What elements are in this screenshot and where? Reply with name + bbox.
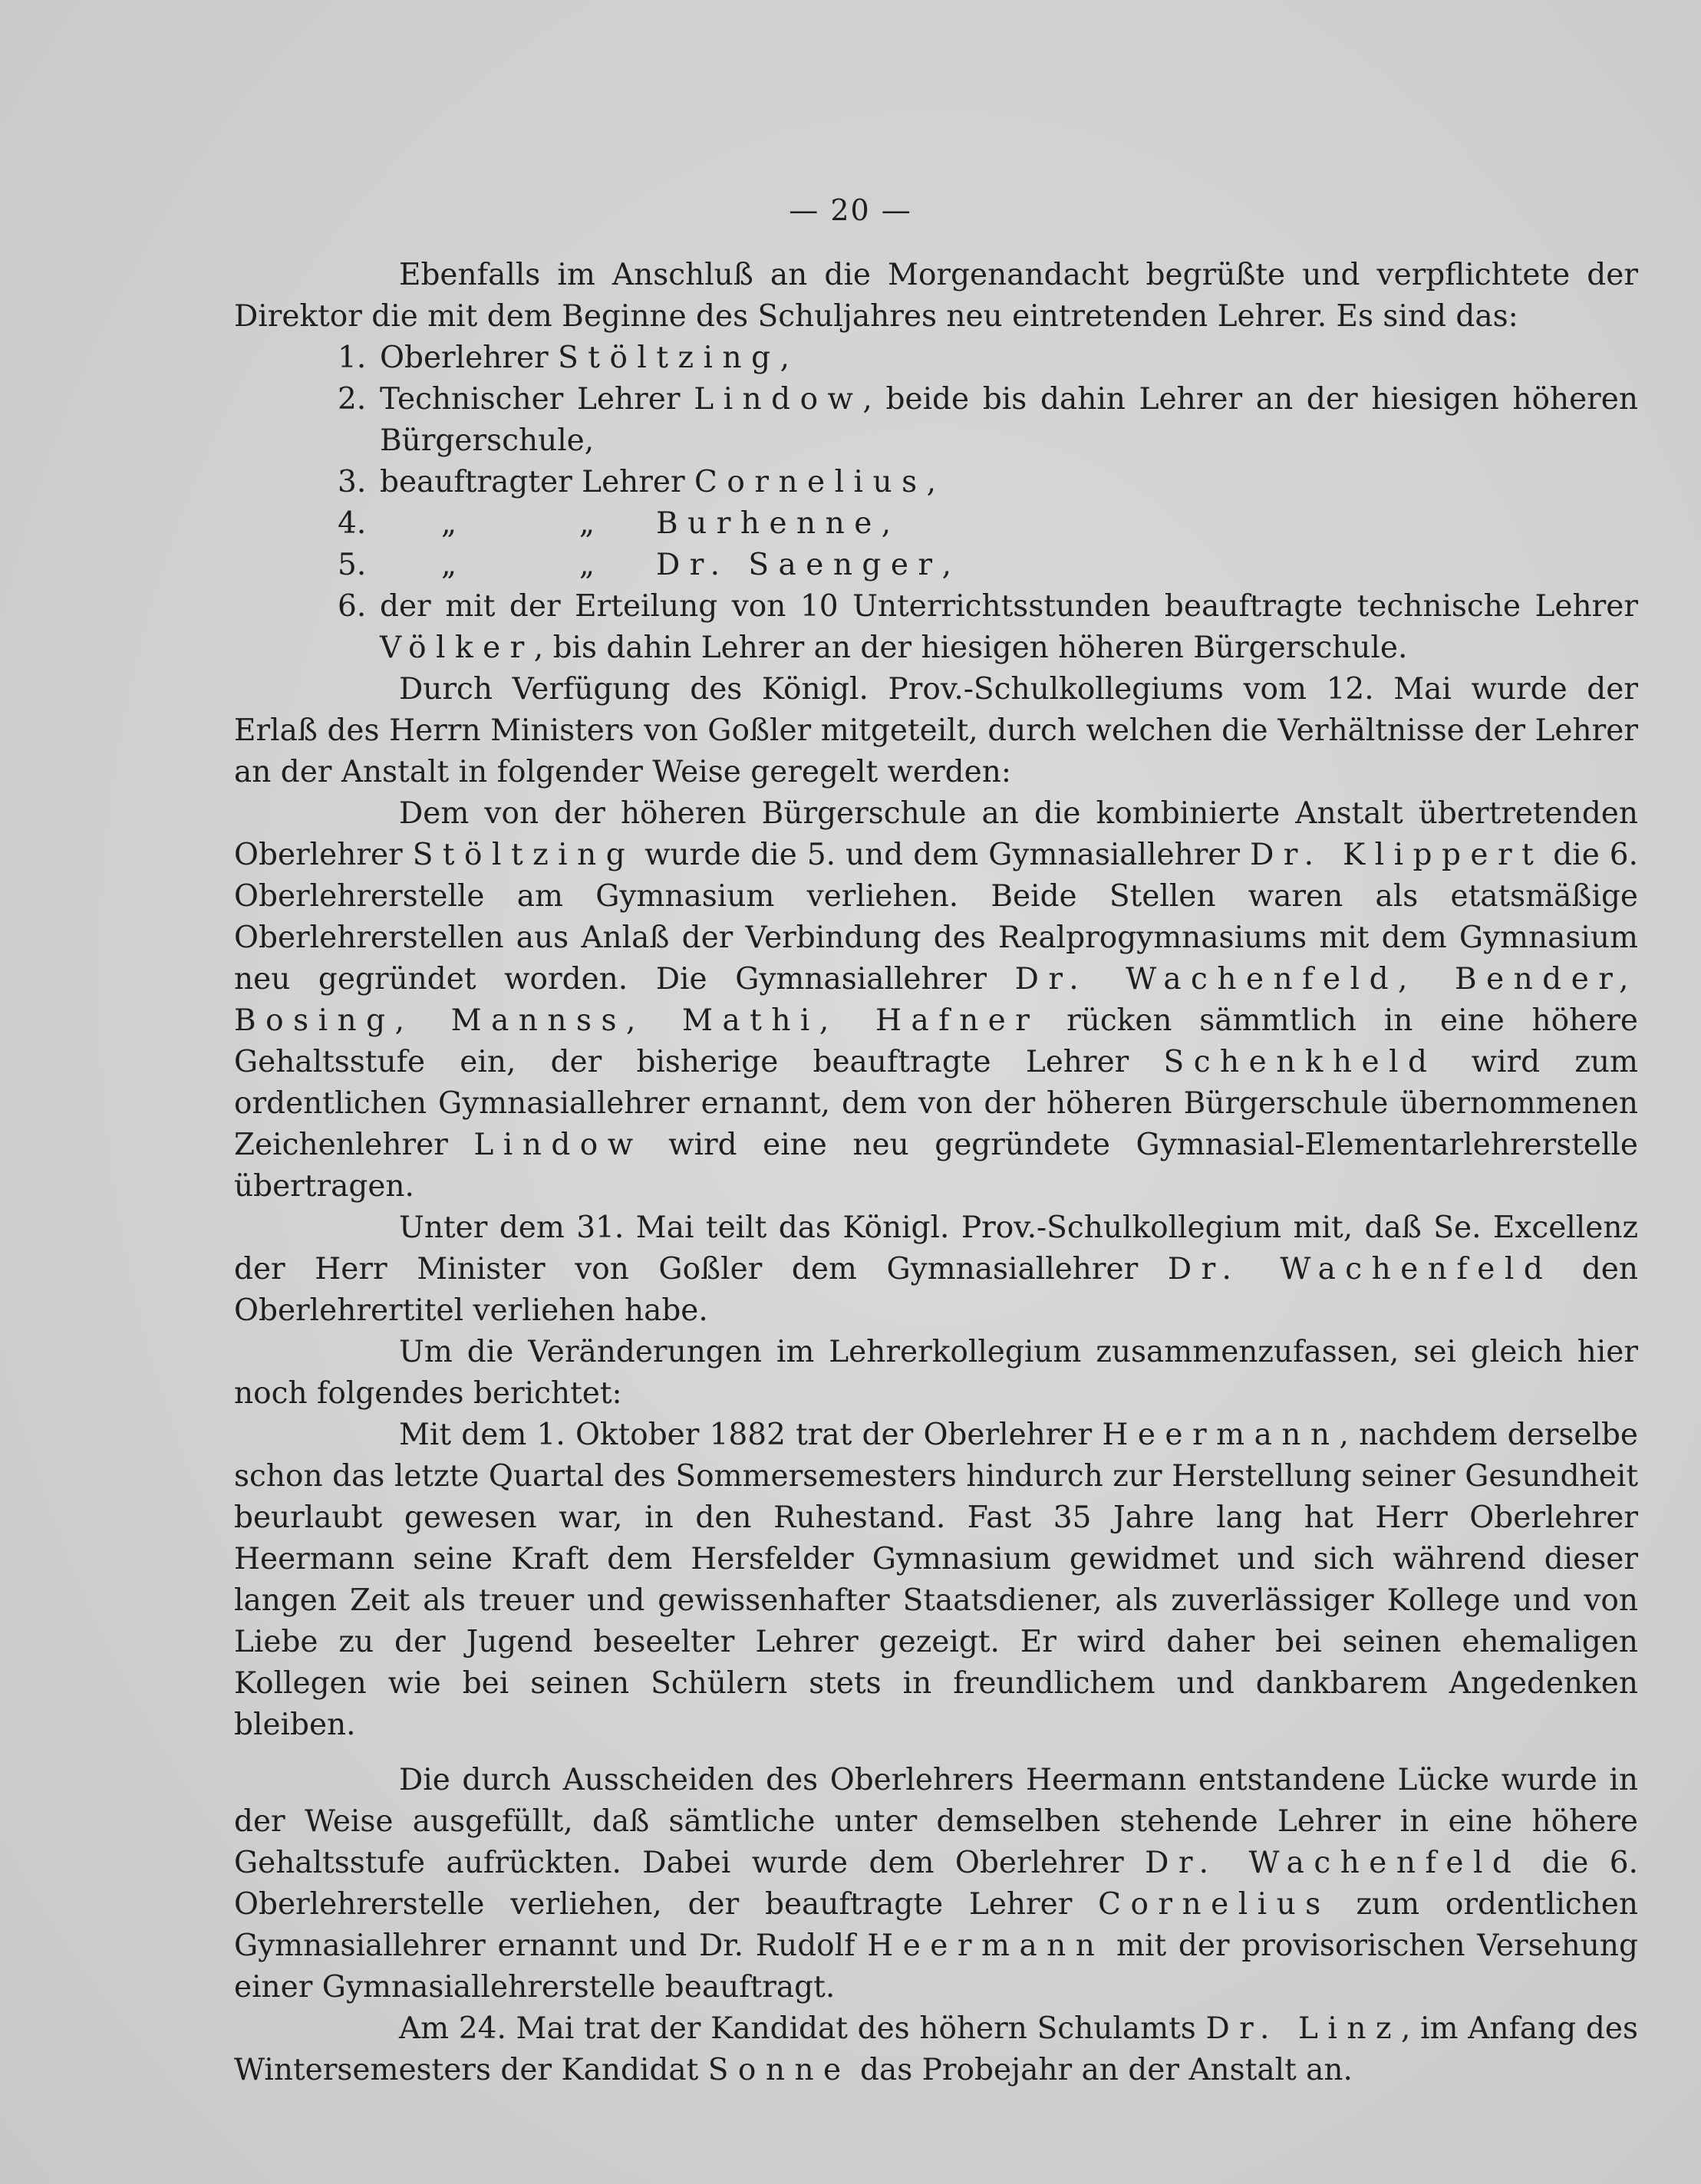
list-item: 3. beauftragter Lehrer Cornelius,	[338, 465, 937, 499]
list-item: 4. „ „ Burhenne,	[234, 503, 1638, 545]
list-item: 1. Oberlehrer Stöltzing,	[338, 341, 790, 375]
paragraph-title-award: Unter dem 31. Mai teilt das Königl. Prov.-Schulkollegium mit, daß Se. Excellenz der Herr Minister von Goßler dem Gymnasiallehrer Dr. Wachenfeld den Oberlehrertitel verliehen habe.	[234, 1211, 1639, 1328]
list-item: 5. „ „ Dr. Saenger,	[234, 545, 1638, 586]
ditto-mark: „	[440, 506, 457, 541]
paragraph-summary-intro: Um die Veränderungen im Lehrerkollegium zusammenzufassen, sei gleich hier noch folgendes berichtet:	[234, 1335, 1638, 1411]
paragraph-retirement: Mit dem 1. Oktober 1882 trat der Oberlehrer Heermann, nachdem derselbe schon das letzte Quartal des Sommersemesters hindurch zur Herstellung seiner Gesundheit beurlaubt gewesen war, in den Ruhestand. Fast 35 Jahre lang hat Herr Oberlehrer Heermann seine Kraft dem Hersfelder Gymnasium gewidmet und sich während dieser langen Zeit als treuer und gewissenhafter Staatsdiener, als zuverlässiger Kollege und von Liebe zu der Jugend beseelter Lehrer gezeigt. Er wird daher bei seinen ehemaligen Kollegen wie bei seinen Schülern stets in freundlichem und dankbarem Angedenken bleiben.	[234, 1418, 1638, 1742]
ditto-mark: „	[440, 548, 457, 582]
paragraph-vacancy: Die durch Ausscheiden des Oberlehrers Heermann entstandene Lücke wurde in der Weise ausgefüllt, daß sämtliche unter demselben stehende Lehrer in eine höhere Gehaltsstufe aufrückten. Dabei wurde dem Oberlehrer Dr. Wachenfeld die 6. Oberlehrerstelle verliehen, der beauftragte Lehrer Cornelius zum ordentlichen Gymnasiallehrer ernannt und Dr. Rudolf Heermann mit der provisorischen Versehung einer Gymnasiallehrerstelle beauftragt.	[234, 1763, 1638, 2004]
list-item: 2. Technischer Lehrer Lindow, beide bis dahin Lehrer an der hiesigen höheren Bürgerschule,	[338, 382, 1638, 458]
ditto-mark: „	[579, 548, 595, 582]
ditto-mark: „	[579, 506, 595, 541]
body-text	[234, 255, 1638, 2091]
page-number: — 20 —	[789, 193, 912, 227]
paragraph-intro: Ebenfalls im Anschluß an die Morgenandacht begrüßte und verpflichtete der Direktor die mit dem Beginne des Schuljahres neu eintretenden Lehrer. Es sind das:	[234, 258, 1638, 334]
list-item: 6. der mit der Erteilung von 10 Unterrichtsstunden beauftragte technische Lehrer Völker, bis dahin Lehrer an der hiesigen höheren Bürgerschule.	[338, 589, 1638, 665]
paragraph-appointments: Dem von der höheren Bürgerschule an die kombinierte Anstalt übertretenden Oberlehrer Stöltzing wurde die 5. und dem Gymnasiallehrer Dr. Klippert die 6. Oberlehrerstelle am Gymnasium verliehen. Beide Stellen waren als etatsmäßige Oberlehrerstellen aus Anlaß der Verbindung des Realprogymnasiums mit dem Gymnasium neu gegründet worden. Die Gymnasiallehrer Dr. Wachenfeld, Bender, Bosing, Mannss, Mathi, Hafner rücken sämmtlich in eine höhere Gehaltsstufe ein, der bisherige beauftragte Lehrer Schenkheld wird zum ordentlichen Gymnasiallehrer ernannt, dem von der höheren Bürgerschule übernommenen Zeichenlehrer Lindow wird eine neu gegründete Gymnasial-Elementarlehrerstelle übertragen.	[234, 796, 1638, 1204]
paragraph-decree: Durch Verfügung des Königl. Prov.-Schulkollegiums vom 12. Mai wurde der Erlaß des Herrn Ministers von Goßler mitgeteilt, durch welchen die Verhältnisse der Lehrer an der Anstalt in folgender Weise geregelt werden:	[234, 672, 1638, 789]
paragraph-probation: Am 24. Mai trat der Kandidat des höhern Schulamts Dr. Linz, im Anfang des Wintersemesters der Kandidat Sonne das Probejahr an der Anstalt an.	[234, 2011, 1638, 2087]
new-teachers-list	[234, 338, 1638, 669]
